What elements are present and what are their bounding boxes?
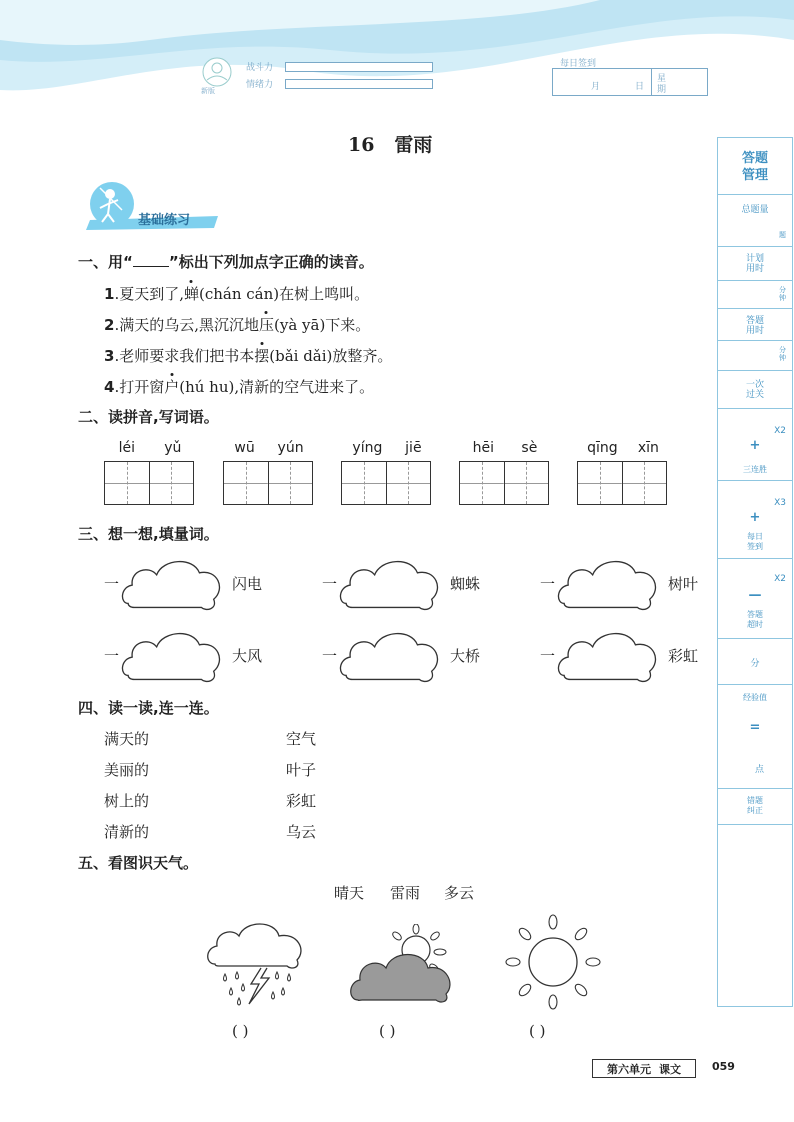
- q1-item-3: 3.老师要求我们把书本摆(bǎi dǎi)放整齐。: [104, 347, 393, 365]
- badge-label: 基础练习: [138, 213, 191, 228]
- lesson-number: 16: [348, 134, 375, 156]
- fight-label: 战斗力: [246, 63, 274, 73]
- dotted-char: 摆: [254, 347, 270, 365]
- cloud-blank[interactable]: [556, 552, 668, 614]
- q1-item-1: 1.夏天到了,蝉(chán cán)在树上鸣叫。: [104, 285, 370, 303]
- thunderstorm-cloud-icon: [205, 918, 315, 1010]
- yi-prefix: 一: [540, 575, 556, 593]
- fight-bar: [285, 62, 433, 72]
- dotted-char: 户: [164, 378, 180, 396]
- measure-noun: 彩虹: [668, 647, 699, 665]
- measure-noun: 蜘蛛: [450, 575, 481, 593]
- pinyin-group: yíng jiē: [341, 440, 433, 505]
- page-title: [348, 130, 432, 157]
- match-left-item[interactable]: 满天的: [104, 730, 150, 748]
- checkin-box: [552, 68, 708, 96]
- answer-paren[interactable]: ( ): [232, 1022, 249, 1040]
- writing-grid[interactable]: [459, 461, 549, 505]
- measure-noun: 闪电: [232, 575, 263, 593]
- mood-bar: [285, 79, 433, 89]
- q2-heading: 二、读拼音,写词语。: [78, 408, 219, 426]
- pinyin-group: hēi sè: [459, 440, 551, 505]
- week-label-2: 期: [657, 85, 667, 95]
- cloud-blank[interactable]: [556, 624, 668, 686]
- cloud-blank[interactable]: [120, 624, 232, 686]
- weather-option: 雷雨: [390, 884, 421, 902]
- day-label: 日: [635, 82, 645, 92]
- week-label-1: 星: [657, 74, 667, 84]
- writing-grid[interactable]: [223, 461, 313, 505]
- writing-grid[interactable]: [341, 461, 431, 505]
- weather-option: 多云: [444, 884, 475, 902]
- q5-heading: 五、看图识天气。: [78, 854, 199, 872]
- pinyin-group: wū yún: [223, 440, 315, 505]
- underline-sample: [133, 254, 169, 267]
- yi-prefix: 一: [104, 647, 120, 665]
- writing-grid[interactable]: [577, 461, 667, 505]
- mood-label: 情绪力: [246, 80, 274, 90]
- footer-type: 课文: [659, 1062, 681, 1076]
- q4-heading: 四、读一读,连一连。: [78, 699, 219, 717]
- match-left-item[interactable]: 美丽的: [104, 761, 150, 779]
- dotted-char: 蝉: [183, 285, 199, 303]
- pinyin-group: qīng xīn: [577, 440, 669, 505]
- yi-prefix: 一: [322, 647, 338, 665]
- yi-prefix: 一: [104, 575, 120, 593]
- match-left-item[interactable]: 清新的: [104, 823, 150, 841]
- sun-icon: [505, 912, 601, 1012]
- answer-management-sidebar: 答题 管理 总题量 题 计划 用时 分 钟 答题 用时 分 钟 一次 过关 X2 + 三连胜 X3 + 每日 签到 X2 — 答题 超时 分 经验值 = 点 错题 纠正: [717, 137, 793, 1007]
- avatar-caption: 新版: [201, 87, 215, 95]
- q1-item-2: 2.满天的乌云,黑沉沉地压(yà yā)下来。: [104, 316, 371, 334]
- pinyin-groups: [104, 440, 704, 512]
- match-right-item[interactable]: 彩虹: [286, 792, 317, 810]
- cloud-blank[interactable]: [120, 552, 232, 614]
- sidebar-title: 答题 管理: [741, 151, 768, 183]
- q1-heading: 一、用“ ”标出下列加点字正确的读音。: [78, 253, 374, 271]
- month-label: 月: [591, 82, 601, 92]
- answer-paren[interactable]: ( ): [529, 1022, 546, 1040]
- q3-heading: 三、想一想,填量词。: [78, 525, 219, 543]
- yi-prefix: 一: [322, 575, 338, 593]
- partly-cloudy-icon: [350, 924, 460, 1010]
- cloud-blank[interactable]: [338, 624, 450, 686]
- avatar: [198, 56, 236, 96]
- lesson-title: 雷雨: [394, 134, 433, 156]
- page-number: 059: [712, 1060, 735, 1073]
- dotted-char: 压: [258, 316, 274, 334]
- pinyin-group: léi yǔ: [104, 440, 196, 505]
- match-right-item[interactable]: 叶子: [286, 761, 317, 779]
- unit-footer: [592, 1059, 696, 1078]
- footer-unit: 第六单元: [607, 1062, 651, 1076]
- section-badge: [78, 180, 218, 232]
- cloud-blank[interactable]: [338, 552, 450, 614]
- measure-noun: 大桥: [450, 647, 481, 665]
- measure-noun: 大风: [232, 647, 263, 665]
- writing-grid[interactable]: [104, 461, 194, 505]
- measure-noun: 树叶: [668, 575, 699, 593]
- checkin-label: 每日签到: [560, 59, 597, 69]
- match-right-item[interactable]: 乌云: [286, 823, 317, 841]
- answer-paren[interactable]: ( ): [379, 1022, 396, 1040]
- weather-option: 晴天: [334, 884, 365, 902]
- yi-prefix: 一: [540, 647, 556, 665]
- q1-item-4: 4.打开窗户(hú hu),清新的空气进来了。: [104, 378, 375, 396]
- match-left-item[interactable]: 树上的: [104, 792, 150, 810]
- match-right-item[interactable]: 空气: [286, 730, 317, 748]
